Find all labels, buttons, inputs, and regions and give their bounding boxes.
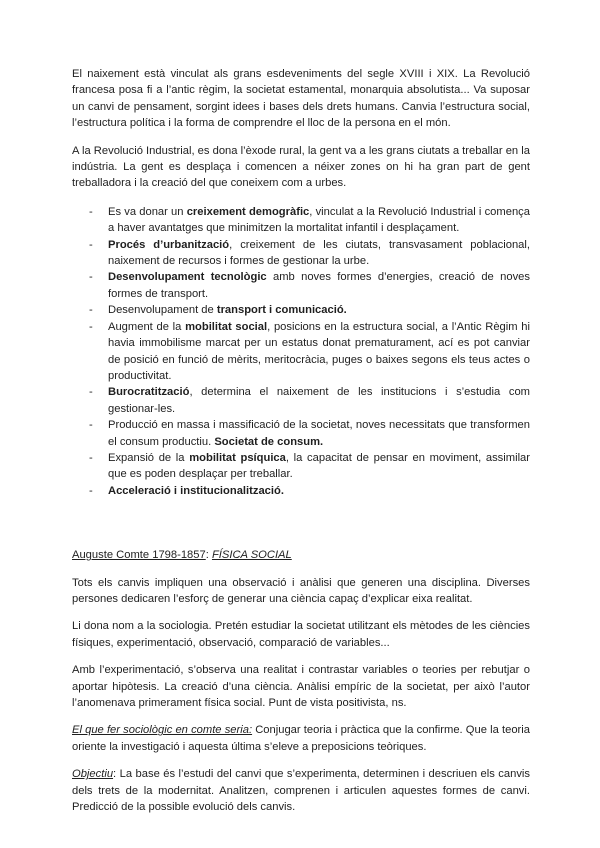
objective-label: Objectiu: [72, 768, 114, 781]
bullet-dash: -: [89, 451, 93, 464]
bullet-item: - Desenvolupament de transport i comunicació.: [72, 302, 530, 318]
bullet-item: - Augment de la mobilitat social, posicions en la estructura social, a l’Antic Règim hi havia immobilisme marcat per un estatus donat prematurament, ací es pot canviar de posició en funció de mèrits, meritocràcia, puges o baixes segons els teus actes o productivitat.: [89, 320, 530, 382]
bullet-dash: -: [89, 238, 93, 251]
bullet-item: - Procés d’urbanització, creixement de les ciutats, transvasament poblacional, naixement de recursos i formes de gestionar la urbe.: [89, 238, 530, 268]
section-author: Auguste Comte 1798-1857: [72, 549, 206, 562]
bullet-dash: -: [89, 484, 93, 497]
bullet-dash: -: [89, 304, 93, 317]
sociological-task-paragraph: El que fer sociològic en comte seria: Conjugar teoria i pràctica que la confirme. Que la teoria oriente la investigació i aquesta última s’eleve a preposicions teòriques.: [72, 724, 530, 753]
bullet-item: - Acceleració i institucionalització.: [72, 483, 530, 499]
bullet-dash: -: [89, 205, 93, 218]
body-paragraph-2: Li dona nom a la sociologia. Pretén estudiar la societat utilitzant els mètodes de les ciències físiques, experimentació, observació, comparació de variables...: [72, 620, 530, 649]
bullet-dash: -: [89, 320, 93, 333]
bullet-item: - Expansió de la mobilitat psíquica, la capacitat de pensar en moviment, assimilar que es poden desplaçar per treballar.: [89, 451, 531, 481]
sociological-task-label: El que fer sociològic en comte seria:: [72, 724, 253, 737]
bullet-item: - Es va donar un creixement demogràfic, vinculat a la Revolució Industrial i comença a haver avantatges que minimitzen la mortalitat infantil i desplaçament.: [89, 205, 530, 235]
bullet-list: [72, 204, 530, 499]
body-paragraph-3: Amb l’experimentació, s’observa una realitat i contrastar variables o teories per rebutjar o aportar hipòtesis. La creació d’una ciència. Anàlisi empíric de la societat, per això l’autor l’anomenava primerament física social. Punt de vista positivista, ns.: [72, 664, 530, 709]
bullet-dash: -: [89, 419, 93, 432]
section-title: FÍSICA SOCIAL: [211, 549, 292, 562]
body-paragraph-1: Tots els canvis impliquen una observació i anàlisi que generen una disciplina. Diverses persones dedicaren l’esforç de generar una ciència capaç d’explicar eixa realitat.: [72, 576, 530, 605]
intro-paragraph-1: El naixement està vinculat als grans esdeveniments del segle XVIII i XIX. La Revolució francesa posa fi a l’antic règim, la societat estamental, monarquia absolutista... Va suposar un canvi de pensament, sorgint idees i bases dels drets humans. Canvia l’estructura social, l’estructura política i la forma de comprendre el lloc de la persona en el món.: [72, 68, 530, 130]
bullet-item: - Desenvolupament tecnològic amb noves formes d’energies, creació de noves formes de transport.: [89, 271, 530, 300]
bullet-dash: -: [89, 386, 93, 399]
section-heading: Auguste Comte 1798-1857: FÍSICA SOCIAL: [72, 549, 292, 562]
bullet-dash: -: [89, 271, 93, 284]
document-page: [72, 66, 530, 815]
objective-paragraph: Objectiu: La base és l’estudi del canvi que s’experimenta, determinen i descriuen els canvis dels trets de la modernitat. Analitzen, comprenen i articulen aquestes formes de canvi. Predicció de la possible evolució dels canvis.: [72, 768, 530, 814]
bullet-item: - Burocratització, determina el naixement de les institucions i s’estudia com gestionar-les.: [89, 386, 530, 415]
intro-paragraph-2: A la Revolució Industrial, es dona l’èxode rural, la gent va a les grans ciutats a treballar en la indústria. La gent es desplaça i comencen a néixer zones on hi ha gran part de gent treballadora i la creació del que coneixem com a urbes.: [72, 144, 530, 190]
bullet-item: - Producció en massa i massificació de la societat, noves necessitats que transformen el consum productiu. Societat de consum.: [89, 419, 530, 448]
